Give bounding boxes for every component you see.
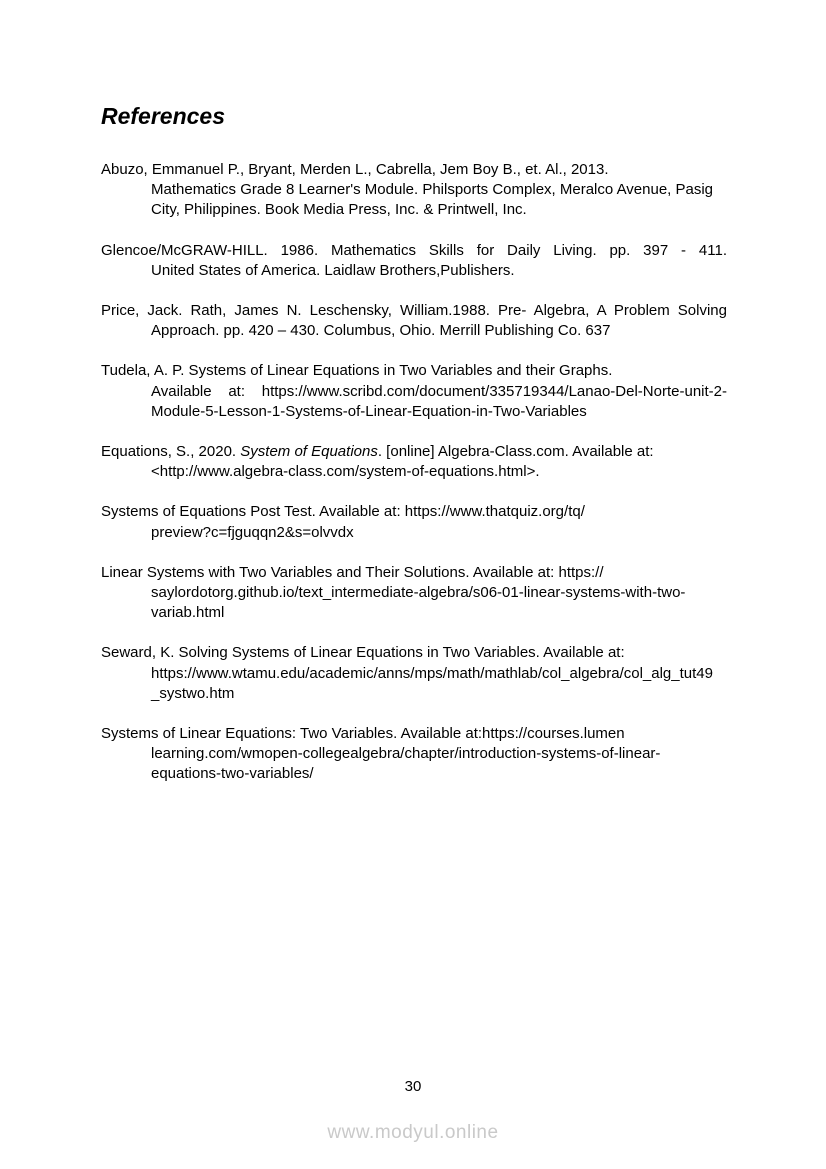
reference-line xyxy=(101,241,727,261)
page-number: 30 xyxy=(404,1078,422,1095)
reference-entry xyxy=(101,563,727,624)
references-list xyxy=(101,160,727,785)
reference-text: Tudela, A. P. Systems of Linear Equations in Two Variables and their Graphs. xyxy=(101,362,613,380)
reference-line xyxy=(151,583,727,603)
reference-text: Linear Systems with Two Variables and Their Solutions. Available at: https:// xyxy=(101,563,604,581)
reference-line xyxy=(101,643,727,663)
watermark: www.modyul.online xyxy=(327,1122,499,1143)
reference-line xyxy=(101,442,727,462)
reference-text: equations-two-variables/ xyxy=(151,765,314,783)
reference-entry xyxy=(101,361,727,422)
reference-title-italic: System of Equations xyxy=(240,443,378,461)
reference-text: preview?c=fjguqqn2&s=olvvdx xyxy=(151,523,354,541)
reference-text: Mathematics Grade 8 Learner's Module. Philsports Complex, Meralco Avenue, Pasig xyxy=(151,181,714,199)
reference-text: Available at: https://www.scribd.com/document/335719344/Lanao-Del-Norte-unit-2- xyxy=(151,382,727,400)
reference-line xyxy=(151,402,727,422)
reference-text: saylordotorg.github.io/text_intermediate-algebra/s06-01-linear-systems-with-two- xyxy=(151,584,686,602)
reference-line xyxy=(151,744,727,764)
reference-line xyxy=(151,200,727,220)
reference-text: Systems of Equations Post Test. Available at: https://www.thatquiz.org/tq/ xyxy=(101,503,585,521)
reference-text: variab.html xyxy=(151,604,225,622)
reference-line xyxy=(101,361,727,381)
reference-text: Systems of Linear Equations: Two Variables. Available at:https://courses.lumen xyxy=(101,725,625,743)
reference-line xyxy=(151,523,727,543)
reference-entry xyxy=(101,160,727,221)
reference-text: United States of America. Laidlaw Brothers,Publishers. xyxy=(151,261,515,279)
reference-entry xyxy=(101,301,727,341)
reference-text: Equations, S., 2020. xyxy=(101,443,241,461)
reference-line xyxy=(151,321,727,341)
reference-line xyxy=(101,724,727,744)
reference-line xyxy=(151,764,727,784)
page-title: References xyxy=(101,103,226,129)
reference-entry xyxy=(101,643,727,704)
reference-line xyxy=(101,160,727,180)
reference-entry xyxy=(101,724,727,785)
reference-line xyxy=(151,180,727,200)
reference-text: Approach. pp. 420 – 430. Columbus, Ohio. Merrill Publishing Co. 637 xyxy=(151,322,611,340)
reference-line xyxy=(151,261,727,281)
reference-text: Price, Jack. Rath, James N. Leschensky, William.1988. Pre- Algebra, A Problem Solving xyxy=(101,302,727,320)
reference-line xyxy=(151,684,727,704)
reference-line xyxy=(101,502,727,522)
reference-line xyxy=(151,603,727,623)
reference-text: Abuzo, Emmanuel P., Bryant, Merden L., Cabrella, Jem Boy B., et. Al., 2013. xyxy=(101,161,609,178)
reference-text: Module-5-Lesson-1-Systems-of-Linear-Equation-in-Two-Variables xyxy=(151,402,587,420)
document-page-content xyxy=(101,103,727,805)
reference-text: Glencoe/McGRAW-HILL. 1986. Mathematics Skills for Daily Living. pp. 397 - 411. xyxy=(101,241,727,259)
reference-line xyxy=(101,301,727,321)
reference-line xyxy=(151,664,727,684)
reference-text: . [online] Algebra-Class.com. Available at: xyxy=(377,443,654,461)
reference-entry xyxy=(101,502,727,542)
reference-text: learning.com/wmopen-collegealgebra/chapter/introduction-systems-of-linear- xyxy=(151,745,661,763)
reference-line xyxy=(151,382,727,402)
reference-text: <http://www.algebra-class.com/system-of-equations.html>. xyxy=(151,463,540,481)
reference-text: City, Philippines. Book Media Press, Inc. & Printwell, Inc. xyxy=(151,201,527,219)
reference-text: Seward, K. Solving Systems of Linear Equations in Two Variables. Available at: xyxy=(101,644,625,662)
reference-entry xyxy=(101,442,727,482)
reference-line xyxy=(151,462,727,482)
reference-line xyxy=(101,563,727,583)
reference-text: _systwo.htm xyxy=(151,684,235,702)
reference-text: https://www.wtamu.edu/academic/anns/mps/math/mathlab/col_algebra/col_alg_tut49 xyxy=(151,664,713,682)
reference-entry xyxy=(101,241,727,281)
